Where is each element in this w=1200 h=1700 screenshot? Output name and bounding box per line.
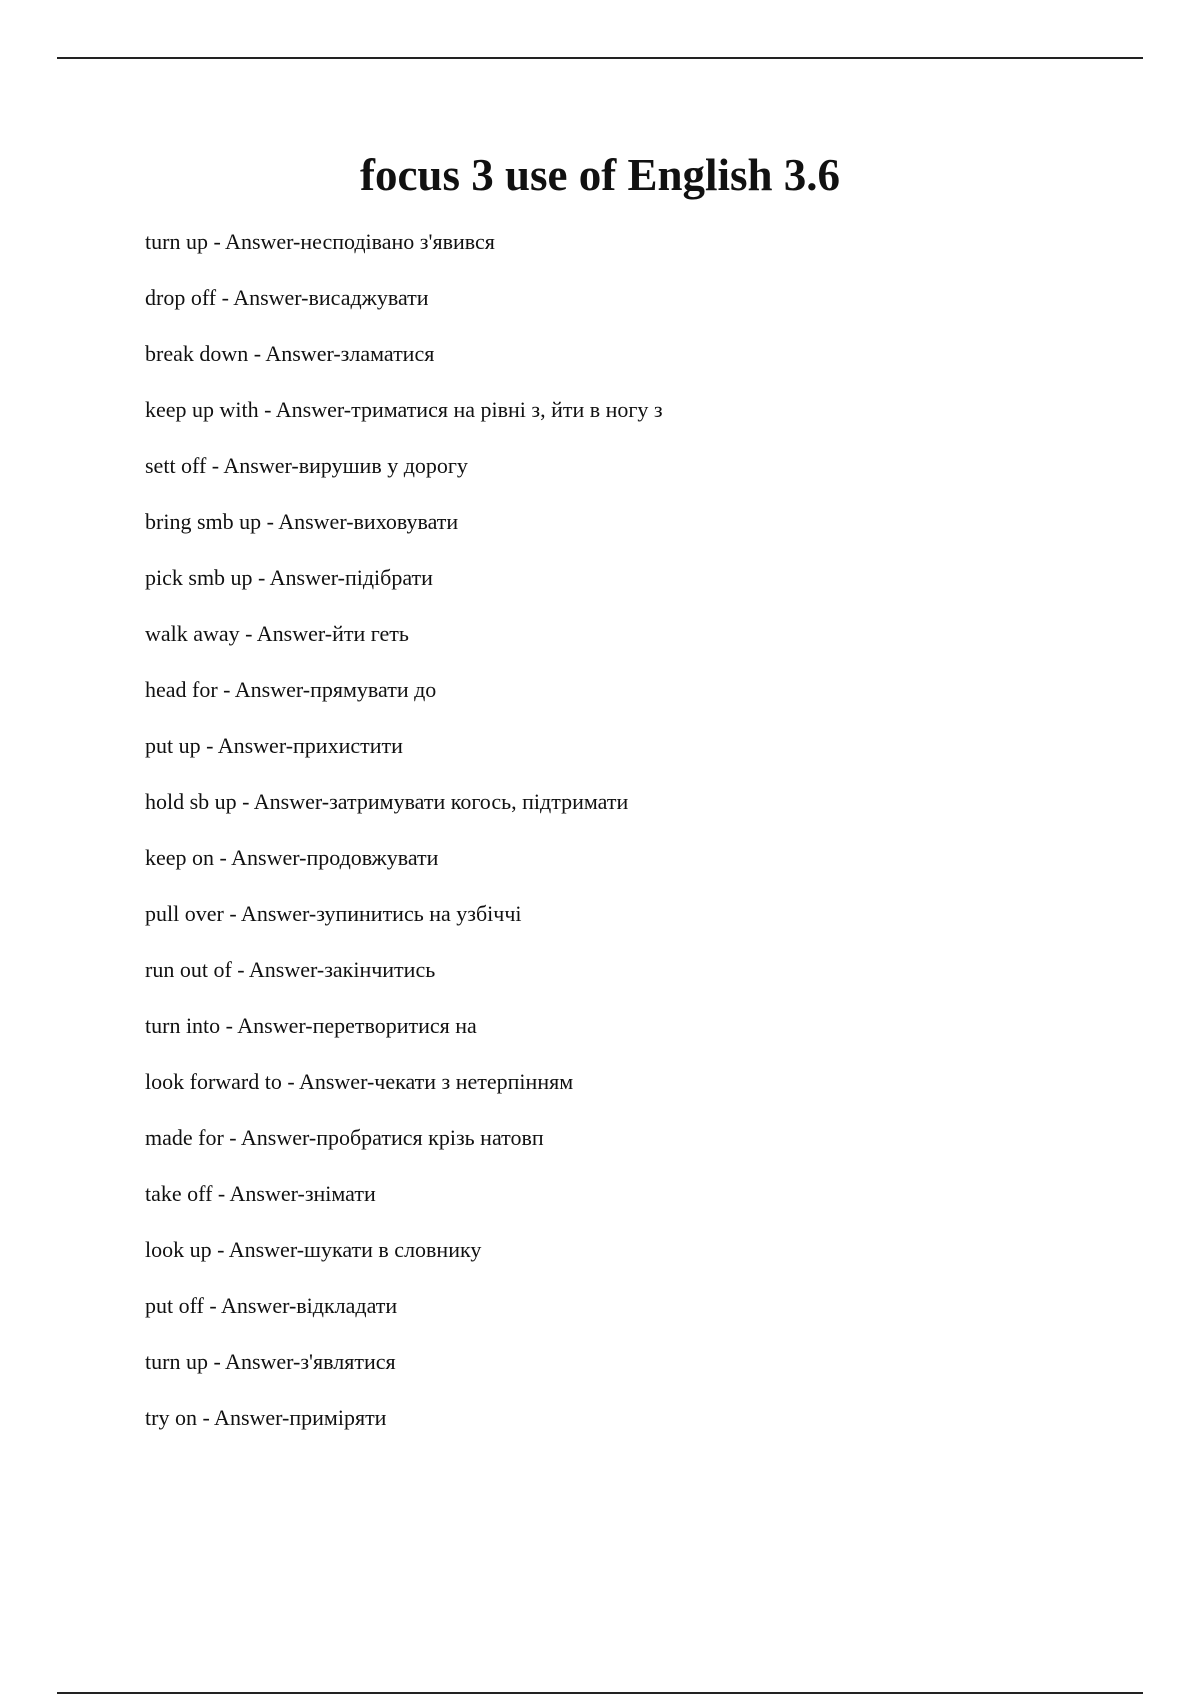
list-item: take off - Answer-знімати: [145, 1181, 376, 1206]
list-item: keep up with - Answer-триматися на рівні з, йти в ногу з: [145, 397, 663, 422]
list-item: put off - Answer-відкладати: [145, 1293, 398, 1318]
list-item: head for - Answer-прямувати до: [145, 677, 437, 702]
list-item: look up - Answer-шукати в словнику: [145, 1237, 482, 1262]
list-item: hold sb up - Answer-затримувати когось, підтримати: [145, 789, 629, 814]
list-item: pick smb up - Answer-підібрати: [145, 565, 433, 590]
list-item: keep on - Answer-продовжувати: [145, 845, 439, 870]
page-title: focus 3 use of English 3.6: [359, 150, 841, 200]
list-item: turn up - Answer-несподівано з'явився: [145, 229, 495, 254]
list-item: sett off - Answer-вирушив у дорогу: [145, 453, 468, 478]
list-item: walk away - Answer-йти геть: [145, 621, 409, 646]
list-item: pull over - Answer-зупинитись на узбіччі: [145, 901, 522, 926]
top-divider: [57, 57, 1143, 59]
list-item: bring smb up - Answer-виховувати: [145, 509, 459, 534]
list-item: break down - Answer-зламатися: [145, 341, 435, 366]
list-item: turn up - Answer-з'являтися: [145, 1349, 396, 1374]
list-item: made for - Answer-пробратися крізь натовп: [145, 1125, 544, 1150]
vocabulary-list: [145, 228, 663, 1460]
list-item: turn into - Answer-перетворитися на: [145, 1013, 477, 1038]
bottom-divider: [57, 1692, 1143, 1694]
list-item: put up - Answer-прихистити: [145, 733, 403, 758]
list-item: drop off - Answer-висаджувати: [145, 285, 429, 310]
list-item: look forward to - Answer-чекати з нетерпінням: [145, 1069, 574, 1094]
list-item: run out of - Answer-закінчитись: [145, 957, 436, 982]
list-item: try on - Answer-приміряти: [145, 1405, 387, 1430]
